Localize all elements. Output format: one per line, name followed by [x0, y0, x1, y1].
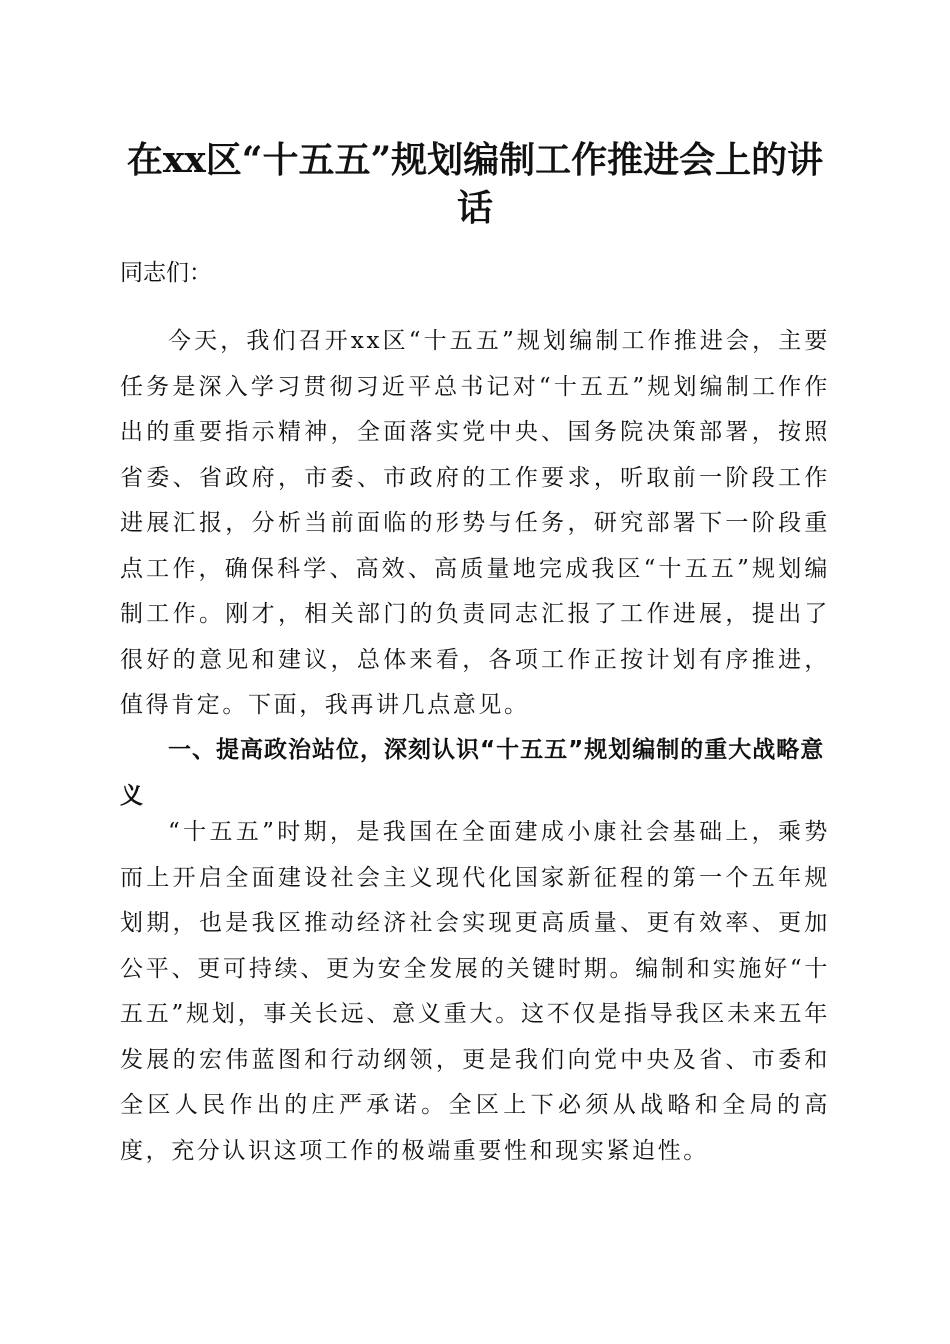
salutation: 同志们：: [120, 260, 212, 286]
paragraph-intro: 今天，我们召开xx区“十五五”规划编制工作推进会，主要任务是深入学习贯彻习近平总书记对“十五五”规划编制工作作出的重要指示精神，全面落实党中央、国务院决策部署，按照省委、省政府，市委、市政府的工作要求，听取前一阶段工作进展汇报，分析当前面临的形势与任务，研究部署下一阶段重点工作，确保科学、高效、高质量地完成我区“十五五”规划编制工作。刚才，相关部门的负责同志汇报了工作进展，提出了很好的意见和建议，总体来看，各项工作正按计划有序推进，值得肯定。下面，我再讲几点意见。: [120, 328, 830, 718]
paragraph-section-1: “十五五”时期，是我国在全面建成小康社会基础上，乘势而上开启全面建设社会主义现代化国家新征程的第一个五年规划期，也是我区推动经济社会实现更高质量、更有效率、更加公平、更可持续、更为安全发展的关键时期。编制和实施好“十五五”规划，事关长远、意义重大。这不仅是指导我区未来五年发展的宏伟蓝图和行动纲领，更是我们向党中央及省、市委和全区人民作出的庄严承诺。全区上下必须从战略和全局的高度，充分认识这项工作的极端重要性和现实紧迫性。: [120, 819, 830, 1164]
section-heading-1: 一、提高政治站位，深刻认识“十五五”规划编制的重大战略意义: [120, 737, 825, 809]
document-title: 在xx区“十五五”规划编制工作推进会上的讲话: [126, 139, 824, 229]
